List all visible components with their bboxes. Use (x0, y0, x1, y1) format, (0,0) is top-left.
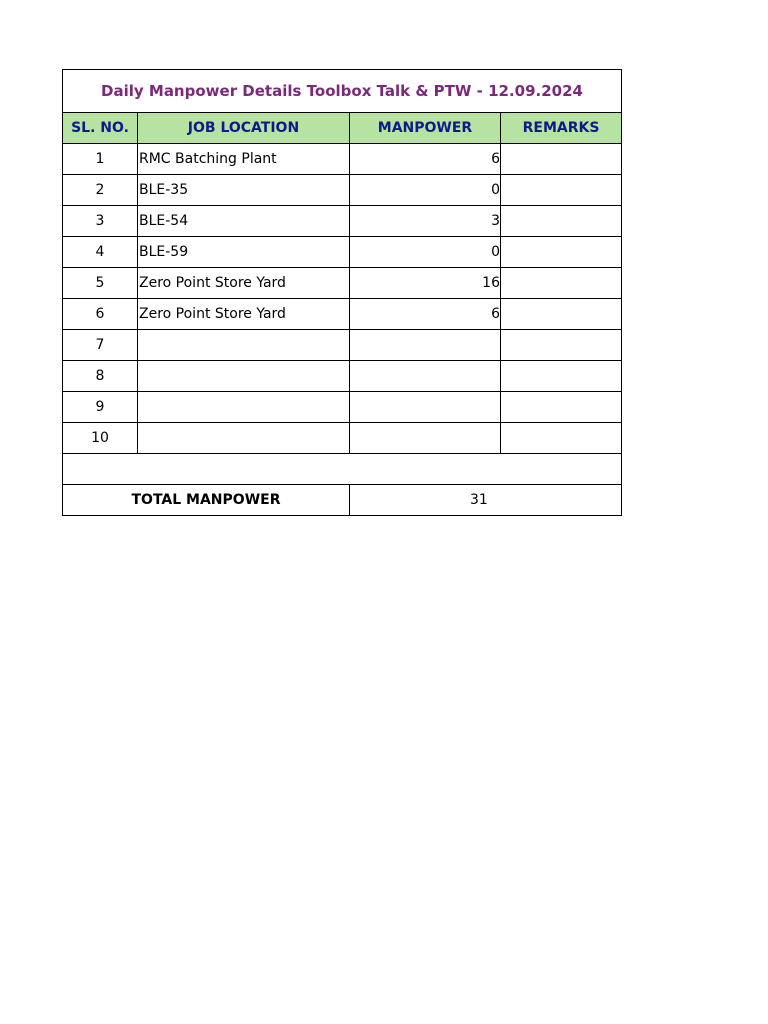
table-row (63, 299, 622, 330)
manpower-table (62, 69, 622, 516)
manpower-cell[interactable]: 0 (350, 237, 501, 268)
remarks-cell[interactable] (501, 206, 622, 237)
job-location-cell[interactable] (138, 330, 350, 361)
manpower-cell[interactable] (350, 330, 501, 361)
table-row (63, 361, 622, 392)
remarks-cell[interactable] (501, 299, 622, 330)
table-row (63, 330, 622, 361)
spacer-cell (63, 454, 622, 485)
remarks-cell[interactable] (501, 392, 622, 423)
sl-no-cell[interactable]: 5 (63, 268, 138, 299)
job-location-cell[interactable] (138, 392, 350, 423)
table-row (63, 392, 622, 423)
header-remarks: REMARKS (501, 113, 622, 144)
sl-no-cell[interactable]: 4 (63, 237, 138, 268)
sl-no-cell[interactable]: 6 (63, 299, 138, 330)
job-location-cell[interactable]: BLE-59 (138, 237, 350, 268)
sheet-title: Daily Manpower Details Toolbox Talk & PTW - 12.09.2024 (63, 70, 622, 113)
sl-no-cell[interactable]: 10 (63, 423, 138, 454)
job-location-cell[interactable]: Zero Point Store Yard (138, 299, 350, 330)
manpower-cell[interactable] (350, 392, 501, 423)
sl-no-cell[interactable]: 9 (63, 392, 138, 423)
sl-no-cell[interactable]: 8 (63, 361, 138, 392)
job-location-cell[interactable] (138, 423, 350, 454)
table-row (63, 144, 622, 175)
remarks-cell[interactable] (501, 237, 622, 268)
spacer-row (63, 454, 622, 485)
header-job-location: JOB LOCATION (138, 113, 350, 144)
remarks-cell[interactable] (501, 423, 622, 454)
job-location-cell[interactable] (138, 361, 350, 392)
sl-no-cell[interactable]: 7 (63, 330, 138, 361)
remarks-cell[interactable] (501, 268, 622, 299)
sl-no-cell[interactable]: 1 (63, 144, 138, 175)
job-location-cell[interactable]: RMC Batching Plant (138, 144, 350, 175)
manpower-cell[interactable] (350, 361, 501, 392)
sl-no-cell[interactable]: 2 (63, 175, 138, 206)
table-row (63, 268, 622, 299)
total-manpower-label: TOTAL MANPOWER (63, 485, 350, 516)
manpower-cell[interactable]: 16 (350, 268, 501, 299)
table-row (63, 175, 622, 206)
job-location-cell[interactable]: BLE-54 (138, 206, 350, 237)
remarks-cell[interactable] (501, 144, 622, 175)
header-manpower: MANPOWER (350, 113, 501, 144)
header-row (63, 113, 622, 144)
manpower-cell[interactable]: 6 (350, 144, 501, 175)
remarks-cell[interactable] (501, 361, 622, 392)
manpower-cell[interactable]: 3 (350, 206, 501, 237)
manpower-cell[interactable]: 0 (350, 175, 501, 206)
table-row (63, 206, 622, 237)
total-row (63, 485, 622, 516)
job-location-cell[interactable]: BLE-35 (138, 175, 350, 206)
header-sl-no: SL. NO. (63, 113, 138, 144)
manpower-cell[interactable]: 6 (350, 299, 501, 330)
table-row (63, 423, 622, 454)
manpower-cell[interactable] (350, 423, 501, 454)
total-manpower-value[interactable]: 31 (350, 485, 622, 516)
table-row (63, 237, 622, 268)
title-row (63, 70, 622, 113)
sl-no-cell[interactable]: 3 (63, 206, 138, 237)
remarks-cell[interactable] (501, 175, 622, 206)
job-location-cell[interactable]: Zero Point Store Yard (138, 268, 350, 299)
remarks-cell[interactable] (501, 330, 622, 361)
